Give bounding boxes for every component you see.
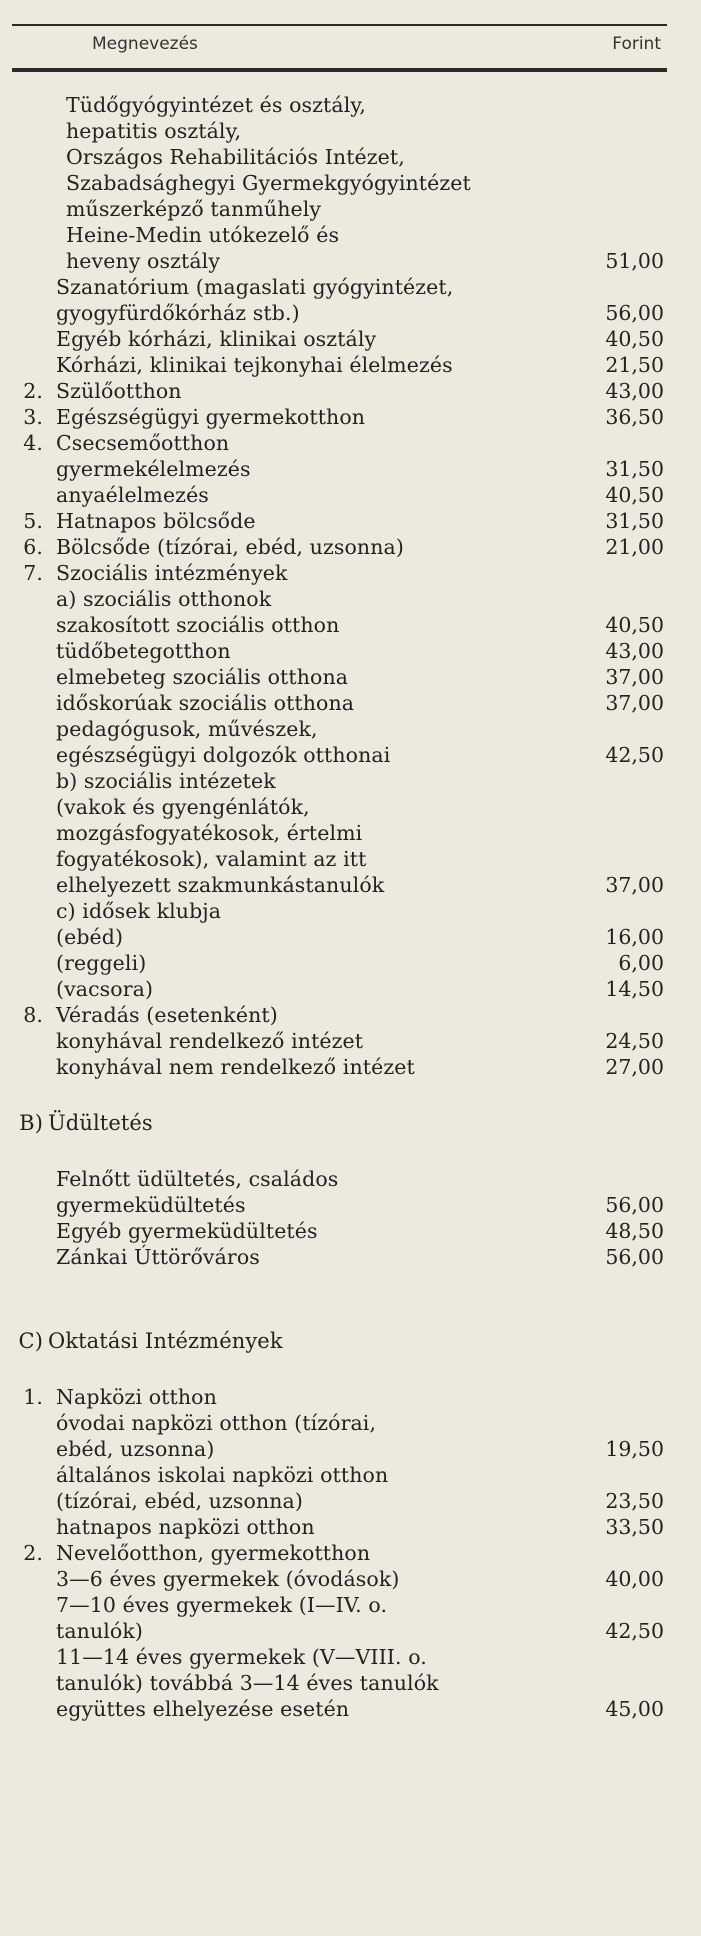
table-row: [0, 1488, 701, 1514]
row-price: 37,00: [605, 873, 664, 897]
row-price: 21,50: [605, 353, 664, 377]
row-price: 19,50: [605, 1437, 664, 1461]
table-row: [0, 560, 701, 586]
row-number: 5.: [23, 509, 43, 533]
row-label: együttes elhelyezése esetén: [56, 1697, 350, 1721]
table-row: [0, 924, 701, 950]
table-row: [0, 482, 701, 508]
table-row: [0, 768, 701, 794]
row-price: 42,50: [605, 1619, 664, 1643]
header-name-column: Megnevezés: [92, 34, 198, 54]
row-label: (tízórai, ebéd, uzsonna): [56, 1489, 303, 1513]
row-price: 40,50: [605, 327, 664, 351]
table-row: [0, 664, 701, 690]
row-price: 33,50: [605, 1515, 664, 1539]
row-label: Országos Rehabilitációs Intézet,: [66, 145, 405, 169]
table-row: [0, 118, 701, 144]
table-row: [0, 846, 701, 872]
row-label: hepatitis osztály,: [66, 119, 242, 143]
table-row: [0, 248, 701, 274]
row-label: hatnapos napközi otthon: [56, 1515, 315, 1539]
row-label: gyermeküdültetés: [56, 1193, 246, 1217]
row-label: a) szociális otthonok: [56, 587, 272, 611]
table-row: [0, 326, 701, 352]
row-label: (reggeli): [56, 951, 147, 975]
row-price: 56,00: [605, 1193, 664, 1217]
table-row: [0, 820, 701, 846]
row-label: Egészségügyi gyermekotthon: [56, 405, 366, 429]
row-label: 7—10 éves gyermekek (I—IV. o.: [56, 1593, 388, 1617]
table-row: [0, 1218, 701, 1244]
table-row: [0, 144, 701, 170]
row-price: 23,50: [605, 1489, 664, 1513]
row-label: (vakok és gyengénlátók,: [56, 795, 310, 819]
row-label: anyaélelmezés: [56, 483, 209, 507]
row-label: Üdültetés: [48, 1111, 153, 1135]
row-price: 56,00: [605, 1245, 664, 1269]
row-price: 37,00: [605, 691, 664, 715]
table-row: [0, 1166, 701, 1192]
table-row: [0, 690, 701, 716]
table-row: [0, 430, 701, 456]
row-label: Véradás (esetenként): [56, 1003, 278, 1027]
header-price-column: Forint: [612, 34, 661, 54]
table-row: [0, 950, 701, 976]
table-row: [0, 222, 701, 248]
table-row: [0, 794, 701, 820]
row-label: Nevelőotthon, gyermekotthon: [56, 1541, 371, 1565]
row-label: Heine-Medin utókezelő és: [66, 223, 340, 247]
row-price: 42,50: [605, 743, 664, 767]
row-label: Tüdőgyógyintézet és osztály,: [66, 93, 366, 117]
table-row: [0, 170, 701, 196]
row-label: tanulók) továbbá 3—14 éves tanulók: [56, 1671, 439, 1695]
row-price: 6,00: [618, 951, 664, 975]
table-row: [0, 92, 701, 118]
row-label: (vacsora): [56, 977, 154, 1001]
row-number: 3.: [23, 405, 43, 429]
table-row: [0, 274, 701, 300]
row-price: 21,00: [605, 535, 664, 559]
table-row: [0, 378, 701, 404]
table-row: [0, 1436, 701, 1462]
row-label: 3—6 éves gyermekek (óvodások): [56, 1567, 400, 1591]
row-number: 2.: [23, 1541, 43, 1565]
section-heading: [0, 1328, 701, 1354]
row-price: 14,50: [605, 977, 664, 1001]
row-label: mozgásfogyatékosok, értelmi: [56, 821, 363, 845]
table-row: [0, 1566, 701, 1592]
row-label: műszerképző tanműhely: [66, 197, 322, 221]
row-label: c) idősek klubja: [56, 899, 222, 923]
row-price: 40,00: [605, 1567, 664, 1591]
table-row: [0, 898, 701, 924]
row-label: Szülőotthon: [56, 379, 182, 403]
row-label: 11—14 éves gyermekek (V—VIII. o.: [56, 1645, 427, 1669]
table-row: [0, 1054, 701, 1080]
row-label: elhelyezett szakmunkástanulók: [56, 873, 385, 897]
row-label: Napközi otthon: [56, 1385, 217, 1409]
table-row: [0, 1592, 701, 1618]
row-label: egészségügyi dolgozók otthonai: [56, 743, 391, 767]
table-row: [0, 1244, 701, 1270]
table-row: [0, 1002, 701, 1028]
row-number: 2.: [23, 379, 43, 403]
table-row: [0, 1644, 701, 1670]
table-row: [0, 508, 701, 534]
row-label: Egyéb kórházi, klinikai osztály: [56, 327, 377, 351]
table-row: [0, 742, 701, 768]
row-label: Felnőtt üdültetés, családos: [56, 1167, 339, 1191]
row-label: Oktatási Intézmények: [48, 1329, 283, 1353]
table-row: [0, 196, 701, 222]
table-row: [0, 638, 701, 664]
row-label: ebéd, uzsonna): [56, 1437, 215, 1461]
table-row: [0, 1540, 701, 1566]
row-price: 16,00: [605, 925, 664, 949]
table-row: [0, 1696, 701, 1722]
row-label: Csecsemőotthon: [56, 431, 230, 455]
row-price: 36,50: [605, 405, 664, 429]
row-label: heveny osztály: [66, 249, 221, 273]
table-row: [0, 1670, 701, 1696]
row-label: tüdőbetegotthon: [56, 639, 231, 663]
row-price: 24,50: [605, 1029, 664, 1053]
row-label: konyhával nem rendelkező intézet: [56, 1055, 415, 1079]
table-row: [0, 1618, 701, 1644]
row-label: általános iskolai napközi otthon: [56, 1463, 389, 1487]
row-price: 31,50: [605, 457, 664, 481]
row-number: 4.: [23, 431, 43, 455]
header-rule: [12, 68, 667, 72]
row-label: gyermekélelmezés: [56, 457, 251, 481]
table-row: [0, 1384, 701, 1410]
table-row: [0, 1028, 701, 1054]
row-price: 45,00: [605, 1697, 664, 1721]
row-label: fogyatékosok), valamint az itt: [56, 847, 367, 871]
row-label: Kórházi, klinikai tejkonyhai élelmezés: [56, 353, 453, 377]
table-row: [0, 612, 701, 638]
row-label: Egyéb gyermeküdültetés: [56, 1219, 318, 1243]
top-rule: [12, 24, 667, 26]
row-price: 51,00: [605, 249, 664, 273]
table-row: [0, 534, 701, 560]
row-price: 43,00: [605, 379, 664, 403]
row-price: 27,00: [605, 1055, 664, 1079]
row-price: 40,50: [605, 483, 664, 507]
table-row: [0, 1410, 701, 1436]
row-label: Szociális intézmények: [56, 561, 288, 585]
row-number: 1.: [23, 1385, 43, 1409]
row-label: elmebeteg szociális otthona: [56, 665, 349, 689]
row-number: B): [19, 1111, 43, 1135]
row-label: Bölcsőde (tízórai, ebéd, uzsonna): [56, 535, 404, 559]
row-label: b) szociális intézetek: [56, 769, 276, 793]
table-row: [0, 456, 701, 482]
table-row: [0, 716, 701, 742]
row-number: 6.: [23, 535, 43, 559]
row-price: 40,50: [605, 613, 664, 637]
row-number: 8.: [23, 1003, 43, 1027]
table-row: [0, 976, 701, 1002]
table-row: [0, 872, 701, 898]
row-label: (ebéd): [56, 925, 124, 949]
row-label: Zánkai Úttörőváros: [56, 1245, 260, 1269]
table-row: [0, 404, 701, 430]
row-price: 31,50: [605, 509, 664, 533]
row-label: pedagógusok, művészek,: [56, 717, 318, 741]
row-number: 7.: [23, 561, 43, 585]
row-label: Szabadsághegyi Gyermekgyógyintézet: [66, 171, 471, 195]
row-label: szakosított szociális otthon: [56, 613, 340, 637]
row-label: Szanatórium (magaslati gyógyintézet,: [56, 275, 454, 299]
table-row: [0, 1192, 701, 1218]
row-label: időskorúak szociális otthona: [56, 691, 355, 715]
row-label: konyhával rendelkező intézet: [56, 1029, 364, 1053]
row-price: 37,00: [605, 665, 664, 689]
row-label: Hatnapos bölcsőde: [56, 509, 256, 533]
table-row: [0, 300, 701, 326]
row-price: 56,00: [605, 301, 664, 325]
row-price: 43,00: [605, 639, 664, 663]
row-price: 48,50: [605, 1219, 664, 1243]
row-label: gyogyfürdőkórház stb.): [56, 301, 300, 325]
table-row: [0, 586, 701, 612]
table-row: [0, 1462, 701, 1488]
row-label: óvodai napközi otthon (tízórai,: [56, 1411, 377, 1435]
table-row: [0, 1514, 701, 1540]
row-label: tanulók): [56, 1619, 143, 1643]
section-heading: [0, 1110, 701, 1136]
table-row: [0, 352, 701, 378]
row-number: C): [18, 1329, 43, 1353]
